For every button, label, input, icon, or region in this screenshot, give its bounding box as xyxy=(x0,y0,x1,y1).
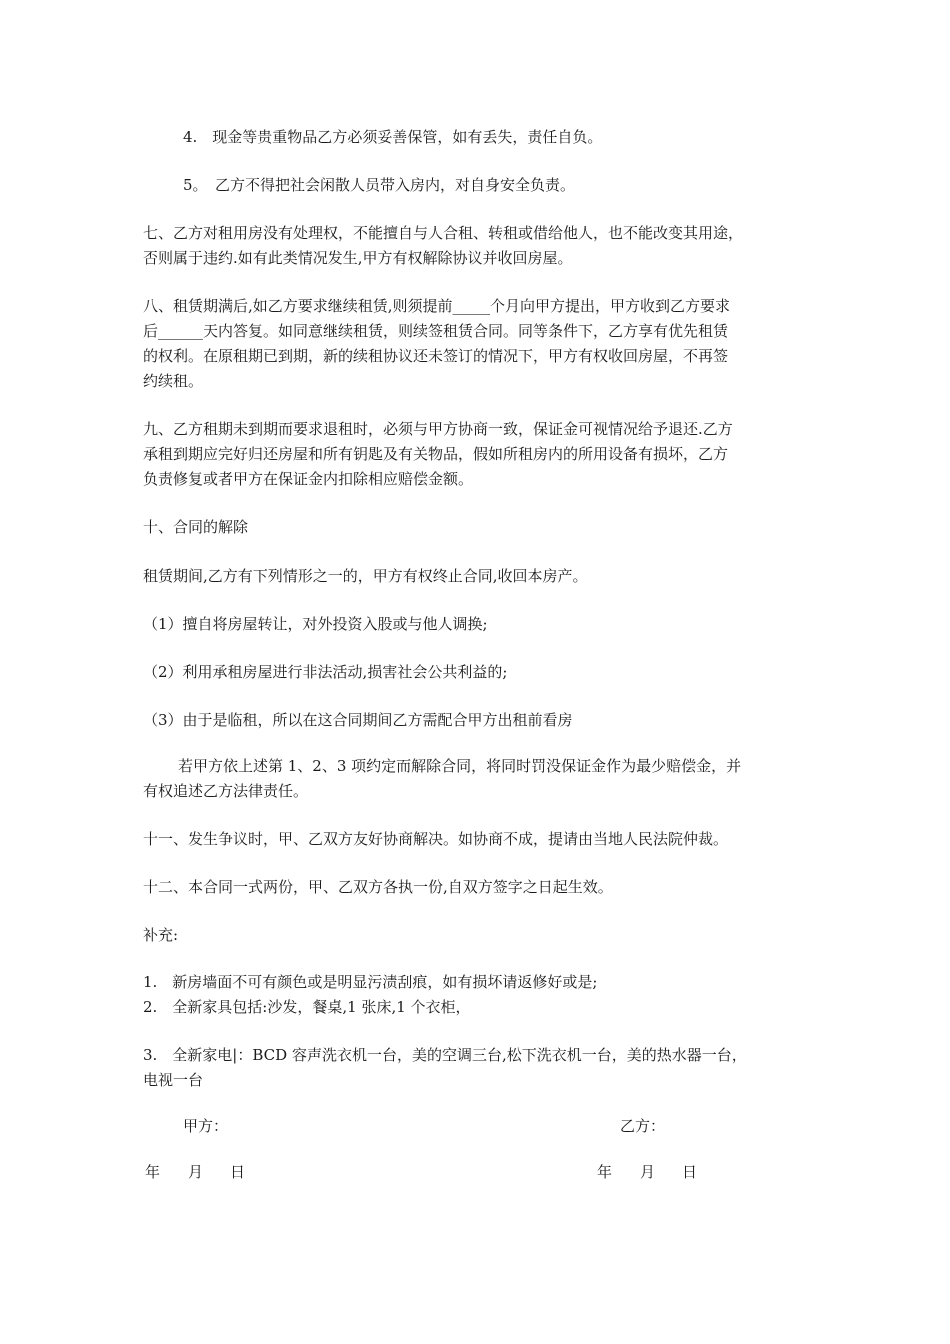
party-b-day: 日 xyxy=(682,1163,698,1181)
section-10-title: 十、合同的解除 xyxy=(143,518,249,536)
section-12: 十二、本合同一式两份，甲、乙双方各执一份,自双方签字之日起生效。 xyxy=(143,878,613,896)
supplement-item-3-cont: 电视一台 xyxy=(143,1071,204,1089)
section-10-intro: 租赁期间,乙方有下列情形之一的，甲方有权终止合同,收回本房产。 xyxy=(143,567,588,585)
section-7-line-1: 七、乙方对租用房没有处理权，不能擅自与人合租、转租或借给他人，也不能改变其用途， xyxy=(143,224,744,242)
supplement-title: 补充: xyxy=(143,926,179,944)
party-b-month: 月 xyxy=(640,1163,656,1181)
section-8-line-4: 约续租。 xyxy=(143,372,204,390)
clause-item-4: 4. 现金等贵重物品乙方必须妥善保管，如有丢失，责任自负。 xyxy=(183,128,603,146)
section-7-line-2: 否则属于违约.如有此类情况发生,甲方有权解除协议并收回房屋。 xyxy=(143,249,573,267)
clause-item-5: 5。 乙方不得把社会闲散人员带入房内，对自身安全负责。 xyxy=(183,176,576,194)
party-a-month: 月 xyxy=(188,1163,204,1181)
section-9-line-2: 承租到期应完好归还房屋和所有钥匙及有关物品，假如所租房内的所用设备有损坏，乙方 xyxy=(143,445,729,463)
supplement-item-1: 1. 新房墙面不可有颜色或是明显污渍刮痕，如有损坏请返修好或是; xyxy=(143,973,598,991)
supplement-item-2: 2. 全新家具包括:沙发，餐桌,1 张床,1 个衣柜， xyxy=(143,998,471,1016)
section-8-line-3: 的权利。在原租期已到期，新的续租协议还未签订的情况下，甲方有权收回房屋，不再签 xyxy=(143,347,729,365)
section-10-item-3: （3）由于是临租，所以在这合同期间乙方需配合甲方出租前看房 xyxy=(143,711,573,729)
party-a-year: 年 xyxy=(145,1163,161,1181)
party-b-label: 乙方： xyxy=(620,1117,666,1135)
supplement-item-3: 3. 全新家电|：BCD 容声洗衣机一台，美的空调三台,松下洗衣机一台，美的热水器一台， xyxy=(143,1046,747,1064)
party-a-label: 甲方： xyxy=(183,1117,229,1135)
section-10-after-line-1: 若甲方依上述第 1、2、3 项约定而解除合同，将同时罚没保证金作为最少赔偿金，并 xyxy=(178,757,742,775)
section-9-line-1: 九、乙方租期未到期而要求退租时，必须与甲方协商一致，保证金可视情况给予退还.乙方 xyxy=(143,420,733,438)
section-11: 十一、发生争议时，甲、乙双方友好协商解决。如协商不成，提请由当地人民法院仲裁。 xyxy=(143,830,729,848)
section-10-after-line-2: 有权追述乙方法律责任。 xyxy=(143,782,309,800)
section-8-line-2: 后______天内答复。如同意继续租赁，则续签租赁合同。同等条件下，乙方享有优先租赁 xyxy=(143,322,729,340)
section-10-item-1: （1）擅自将房屋转让，对外投资入股或与他人调换; xyxy=(143,615,488,633)
party-a-day: 日 xyxy=(230,1163,246,1181)
section-9-line-3: 负责修复或者甲方在保证金内扣除相应赔偿金额。 xyxy=(143,470,474,488)
section-10-item-2: （2）利用承租房屋进行非法活动,损害社会公共利益的; xyxy=(143,663,508,681)
section-8-line-1: 八、租赁期满后,如乙方要求继续租赁,则须提前_____个月向甲方提出，甲方收到乙方要求 xyxy=(143,297,731,315)
party-b-year: 年 xyxy=(597,1163,613,1181)
